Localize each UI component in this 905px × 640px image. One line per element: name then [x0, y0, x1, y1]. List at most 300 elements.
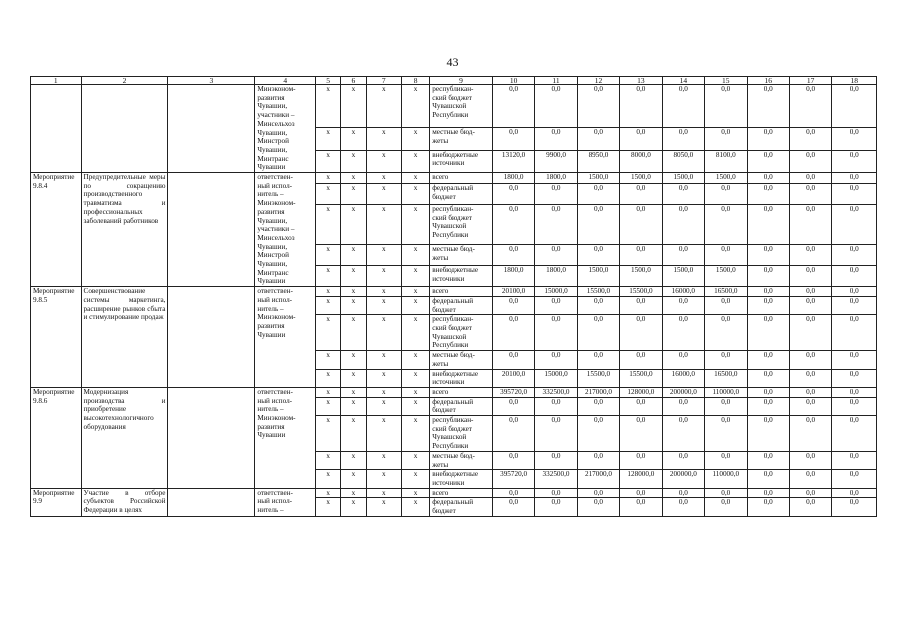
value-cell: 0,0	[492, 128, 534, 150]
value-cell: 1800,0	[535, 173, 577, 184]
header-cell: 12	[577, 77, 619, 85]
funding-source-cell: всего	[430, 387, 493, 397]
code-cell: х	[316, 173, 341, 184]
value-cell: 0,0	[832, 416, 877, 452]
code-cell: х	[366, 287, 401, 297]
code-cell: х	[366, 488, 401, 498]
value-cell: 0,0	[832, 266, 877, 287]
value-cell: 0,0	[747, 150, 789, 172]
value-cell: 0,0	[789, 266, 831, 287]
value-cell: 0,0	[535, 416, 577, 452]
code-cell: х	[316, 150, 341, 172]
empty-cell	[168, 287, 255, 388]
code-cell: х	[366, 204, 401, 245]
code-cell: х	[401, 451, 429, 469]
value-cell: 0,0	[620, 128, 662, 150]
value-cell: 110000,0	[705, 387, 747, 397]
value-cell: 13120,0	[492, 150, 534, 172]
value-cell: 0,0	[789, 150, 831, 172]
value-cell: 0,0	[705, 488, 747, 498]
value-cell: 0,0	[832, 173, 877, 184]
value-cell: 0,0	[747, 315, 789, 351]
code-cell: х	[341, 204, 366, 245]
value-cell: 0,0	[789, 245, 831, 266]
value-cell: 0,0	[832, 128, 877, 150]
code-cell: х	[316, 397, 341, 415]
value-cell: 0,0	[577, 498, 619, 516]
value-cell: 0,0	[832, 451, 877, 469]
value-cell: 0,0	[747, 498, 789, 516]
value-cell: 0,0	[747, 470, 789, 488]
value-cell: 0,0	[620, 245, 662, 266]
value-cell: 0,0	[662, 184, 704, 205]
value-cell: 0,0	[747, 416, 789, 452]
value-cell: 0,0	[789, 369, 831, 387]
responsible-cell	[255, 287, 316, 388]
code-cell: х	[316, 266, 341, 287]
value-cell: 200000,0	[662, 387, 704, 397]
header-cell: 13	[620, 77, 662, 85]
value-cell: 0,0	[705, 296, 747, 314]
value-cell: 0,0	[705, 184, 747, 205]
value-cell: 0,0	[662, 498, 704, 516]
event-title-cell	[81, 85, 168, 173]
value-cell: 1500,0	[620, 173, 662, 184]
value-cell: 0,0	[832, 351, 877, 369]
header-cell: 4	[255, 77, 316, 85]
responsible-text: Минэконом- развития Чувашии, участники – Минсельхоз Чувашии, Минстрой Чувашии, Минтранс Чувашии	[257, 85, 296, 172]
value-cell: 0,0	[535, 184, 577, 205]
value-cell: 0,0	[535, 204, 577, 245]
value-cell: 0,0	[832, 287, 877, 297]
responsible-text: ответствен- ный испол- нитель – Минэконом- развития Чувашии	[257, 387, 296, 440]
value-cell: 0,0	[789, 85, 831, 128]
table-row	[31, 287, 877, 297]
value-cell: 0,0	[832, 204, 877, 245]
event-title-cell: Совершенствование системы маркетинга, расширение рынков сбыта и стимулирование продаж	[81, 287, 168, 388]
funding-source-cell: внебюджетные источники	[430, 369, 493, 387]
value-cell: 15000,0	[535, 287, 577, 297]
value-cell: 128000,0	[620, 387, 662, 397]
value-cell: 8050,0	[662, 150, 704, 172]
value-cell: 0,0	[747, 245, 789, 266]
value-cell: 0,0	[747, 451, 789, 469]
code-cell: х	[401, 369, 429, 387]
value-cell: 0,0	[620, 184, 662, 205]
value-cell: 0,0	[577, 128, 619, 150]
value-cell: 16000,0	[662, 369, 704, 387]
value-cell: 0,0	[705, 204, 747, 245]
code-cell: х	[401, 397, 429, 415]
value-cell: 0,0	[662, 351, 704, 369]
code-cell: х	[341, 150, 366, 172]
value-cell: 0,0	[492, 488, 534, 498]
value-cell: 15500,0	[577, 287, 619, 297]
header-cell: 18	[832, 77, 877, 85]
code-cell: х	[366, 128, 401, 150]
value-cell: 0,0	[535, 315, 577, 351]
value-cell: 0,0	[535, 397, 577, 415]
header-cell: 16	[747, 77, 789, 85]
value-cell: 0,0	[620, 416, 662, 452]
value-cell: 0,0	[535, 498, 577, 516]
value-cell: 0,0	[535, 351, 577, 369]
responsible-cell	[255, 488, 316, 516]
value-cell: 0,0	[662, 488, 704, 498]
value-cell: 1500,0	[577, 173, 619, 184]
value-cell: 0,0	[789, 204, 831, 245]
code-cell: х	[341, 416, 366, 452]
code-cell: х	[366, 351, 401, 369]
code-cell: х	[316, 128, 341, 150]
value-cell: 0,0	[620, 315, 662, 351]
value-cell: 0,0	[662, 204, 704, 245]
value-cell: 8100,0	[705, 150, 747, 172]
funding-source-cell: федеральный бюджет	[430, 296, 493, 314]
value-cell: 0,0	[577, 184, 619, 205]
code-cell: х	[316, 85, 341, 128]
value-cell: 0,0	[662, 315, 704, 351]
value-cell: 0,0	[705, 351, 747, 369]
value-cell: 0,0	[747, 296, 789, 314]
code-cell: х	[366, 387, 401, 397]
code-cell: х	[316, 184, 341, 205]
code-cell: х	[341, 184, 366, 205]
value-cell: 1800,0	[492, 173, 534, 184]
value-cell: 0,0	[577, 296, 619, 314]
code-cell: х	[341, 369, 366, 387]
value-cell: 20100,0	[492, 369, 534, 387]
empty-cell	[168, 173, 255, 287]
value-cell: 0,0	[705, 451, 747, 469]
value-cell: 0,0	[789, 451, 831, 469]
value-cell: 110000,0	[705, 470, 747, 488]
funding-source-cell: внебюджетные источники	[430, 266, 493, 287]
value-cell: 1500,0	[705, 173, 747, 184]
code-cell: х	[366, 245, 401, 266]
code-cell: х	[401, 498, 429, 516]
responsible-cell	[255, 85, 316, 173]
value-cell: 0,0	[789, 498, 831, 516]
value-cell: 15500,0	[577, 369, 619, 387]
value-cell: 15000,0	[535, 369, 577, 387]
value-cell: 0,0	[662, 128, 704, 150]
value-cell: 0,0	[747, 287, 789, 297]
event-code-cell: Мероприятие 9.9	[31, 488, 82, 516]
value-cell: 0,0	[832, 296, 877, 314]
code-cell: х	[401, 488, 429, 498]
responsible-text: ответствен- ный испол- нитель – Минэконом- развития Чувашии, участники – Минсельхоз Чувашии, Минстрой Чувашии, Минтранс Чувашии	[257, 173, 296, 286]
value-cell: 0,0	[492, 351, 534, 369]
value-cell: 16000,0	[662, 287, 704, 297]
value-cell: 0,0	[492, 85, 534, 128]
value-cell: 0,0	[789, 173, 831, 184]
value-cell: 0,0	[577, 397, 619, 415]
code-cell: х	[366, 184, 401, 205]
value-cell: 15500,0	[620, 287, 662, 297]
value-cell: 217000,0	[577, 470, 619, 488]
code-cell: х	[341, 266, 366, 287]
code-cell: х	[366, 369, 401, 387]
value-cell: 0,0	[662, 397, 704, 415]
value-cell: 0,0	[577, 351, 619, 369]
code-cell: х	[401, 416, 429, 452]
code-cell: х	[366, 173, 401, 184]
empty-cell	[168, 488, 255, 516]
code-cell: х	[366, 451, 401, 469]
value-cell: 0,0	[747, 85, 789, 128]
value-cell: 0,0	[620, 451, 662, 469]
header-cell: 2	[81, 77, 168, 85]
responsible-cell	[255, 173, 316, 287]
table-row	[31, 173, 877, 184]
header-cell: 9	[430, 77, 493, 85]
value-cell: 0,0	[747, 387, 789, 397]
funding-source-cell: республикан- ский бюджет Чувашской Республики	[430, 85, 493, 128]
value-cell: 332500,0	[535, 387, 577, 397]
code-cell: х	[341, 296, 366, 314]
header-cell: 10	[492, 77, 534, 85]
value-cell: 16500,0	[705, 287, 747, 297]
value-cell: 0,0	[620, 85, 662, 128]
code-cell: х	[341, 315, 366, 351]
value-cell: 0,0	[747, 128, 789, 150]
value-cell: 0,0	[789, 488, 831, 498]
value-cell: 0,0	[620, 498, 662, 516]
value-cell: 1800,0	[492, 266, 534, 287]
value-cell: 0,0	[705, 85, 747, 128]
value-cell: 16500,0	[705, 369, 747, 387]
code-cell: х	[316, 470, 341, 488]
value-cell: 1800,0	[535, 266, 577, 287]
header-cell: 8	[401, 77, 429, 85]
code-cell: х	[366, 296, 401, 314]
code-cell: х	[316, 387, 341, 397]
code-cell: х	[341, 351, 366, 369]
value-cell: 0,0	[492, 315, 534, 351]
funding-source-cell: федеральный бюджет	[430, 184, 493, 205]
value-cell: 0,0	[747, 266, 789, 287]
value-cell: 128000,0	[620, 470, 662, 488]
value-cell: 0,0	[789, 287, 831, 297]
code-cell: х	[341, 85, 366, 128]
code-cell: х	[316, 315, 341, 351]
value-cell: 395720,0	[492, 470, 534, 488]
value-cell: 0,0	[789, 387, 831, 397]
funding-source-cell: всего	[430, 287, 493, 297]
value-cell: 0,0	[705, 128, 747, 150]
code-cell: х	[401, 470, 429, 488]
code-cell: х	[341, 488, 366, 498]
value-cell: 8950,0	[577, 150, 619, 172]
event-code-cell: Мероприятие 9.8.5	[31, 287, 82, 388]
header-cell: 1	[31, 77, 82, 85]
value-cell: 0,0	[705, 315, 747, 351]
code-cell: х	[366, 315, 401, 351]
code-cell: х	[366, 150, 401, 172]
code-cell: х	[401, 184, 429, 205]
responsible-text: ответствен- ный испол- нитель – Минэконом- развития Чувашии	[257, 287, 296, 339]
event-title-cell: Модернизация производства и приобретение высокотехнологичного оборудования	[81, 387, 168, 488]
value-cell: 0,0	[832, 150, 877, 172]
funding-source-cell: внебюджетные источники	[430, 150, 493, 172]
value-cell: 0,0	[789, 470, 831, 488]
code-cell: х	[316, 369, 341, 387]
page-number: 43	[446, 55, 459, 69]
value-cell: 0,0	[662, 245, 704, 266]
code-cell: х	[316, 287, 341, 297]
table-row	[31, 85, 877, 128]
code-cell: х	[316, 451, 341, 469]
code-cell: х	[341, 498, 366, 516]
code-cell: х	[366, 416, 401, 452]
value-cell: 0,0	[577, 245, 619, 266]
value-cell: 0,0	[577, 451, 619, 469]
table-row	[31, 488, 877, 498]
code-cell: х	[401, 351, 429, 369]
value-cell: 1500,0	[620, 266, 662, 287]
value-cell: 0,0	[705, 498, 747, 516]
funding-source-cell: местные бюд- жеты	[430, 451, 493, 469]
funding-source-cell: местные бюд- жеты	[430, 245, 493, 266]
funding-source-cell: местные бюд- жеты	[430, 351, 493, 369]
value-cell: 0,0	[492, 296, 534, 314]
value-cell: 0,0	[620, 296, 662, 314]
value-cell: 1500,0	[662, 266, 704, 287]
funding-source-cell: внебюджетные источники	[430, 470, 493, 488]
value-cell: 0,0	[492, 416, 534, 452]
value-cell: 1500,0	[577, 266, 619, 287]
value-cell: 0,0	[577, 315, 619, 351]
value-cell: 15500,0	[620, 369, 662, 387]
value-cell: 0,0	[577, 488, 619, 498]
funding-source-cell: федеральный бюджет	[430, 397, 493, 415]
value-cell: 0,0	[662, 296, 704, 314]
value-cell: 1500,0	[705, 266, 747, 287]
code-cell: х	[401, 245, 429, 266]
code-cell: х	[341, 287, 366, 297]
code-cell: х	[341, 387, 366, 397]
empty-cell	[168, 387, 255, 488]
header-cell: 5	[316, 77, 341, 85]
code-cell: х	[366, 266, 401, 287]
code-cell: х	[316, 296, 341, 314]
value-cell: 0,0	[747, 173, 789, 184]
funding-source-cell: республикан- ский бюджет Чувашской Республики	[430, 204, 493, 245]
funding-source-cell: местные бюд- жеты	[430, 128, 493, 150]
event-code-cell: Мероприятие 9.8.4	[31, 173, 82, 287]
value-cell: 0,0	[789, 296, 831, 314]
event-title-cell: Участие в отборе субъектов Российской Федерации в целях	[81, 488, 168, 516]
code-cell: х	[316, 416, 341, 452]
header-row	[31, 77, 877, 85]
value-cell: 0,0	[747, 488, 789, 498]
value-cell: 0,0	[492, 397, 534, 415]
value-cell: 395720,0	[492, 387, 534, 397]
header-cell: 3	[168, 77, 255, 85]
value-cell: 0,0	[577, 85, 619, 128]
code-cell: х	[401, 315, 429, 351]
code-cell: х	[341, 451, 366, 469]
code-cell: х	[401, 387, 429, 397]
code-cell: х	[401, 173, 429, 184]
value-cell: 0,0	[705, 245, 747, 266]
table-row	[31, 387, 877, 397]
code-cell: х	[316, 245, 341, 266]
value-cell: 0,0	[662, 451, 704, 469]
header-cell: 15	[705, 77, 747, 85]
value-cell: 0,0	[577, 204, 619, 245]
code-cell: х	[316, 488, 341, 498]
value-cell: 0,0	[535, 296, 577, 314]
value-cell: 0,0	[789, 351, 831, 369]
value-cell: 0,0	[620, 351, 662, 369]
code-cell: х	[366, 498, 401, 516]
value-cell: 0,0	[832, 369, 877, 387]
value-cell: 0,0	[705, 397, 747, 415]
code-cell: х	[401, 128, 429, 150]
value-cell: 0,0	[662, 416, 704, 452]
responsible-text: ответствен- ный испол- нитель –	[257, 488, 293, 515]
value-cell: 0,0	[789, 416, 831, 452]
funding-source-cell: всего	[430, 488, 493, 498]
value-cell: 8000,0	[620, 150, 662, 172]
code-cell: х	[341, 397, 366, 415]
empty-cell	[168, 85, 255, 173]
code-cell: х	[401, 150, 429, 172]
value-cell: 0,0	[662, 85, 704, 128]
program-table	[30, 76, 877, 517]
value-cell: 0,0	[535, 245, 577, 266]
code-cell: х	[316, 498, 341, 516]
value-cell: 0,0	[620, 488, 662, 498]
value-cell: 0,0	[620, 204, 662, 245]
value-cell: 217000,0	[577, 387, 619, 397]
value-cell: 0,0	[492, 184, 534, 205]
code-cell: х	[366, 470, 401, 488]
header-cell: 7	[366, 77, 401, 85]
funding-source-cell: республикан- ский бюджет Чувашской Республики	[430, 416, 493, 452]
value-cell: 0,0	[747, 184, 789, 205]
value-cell: 0,0	[620, 397, 662, 415]
value-cell: 0,0	[832, 387, 877, 397]
value-cell: 0,0	[492, 498, 534, 516]
code-cell: х	[341, 245, 366, 266]
code-cell: х	[401, 287, 429, 297]
value-cell: 0,0	[789, 184, 831, 205]
value-cell: 0,0	[832, 184, 877, 205]
funding-source-cell: республикан- ский бюджет Чувашской Республики	[430, 315, 493, 351]
value-cell: 0,0	[492, 451, 534, 469]
value-cell: 200000,0	[662, 470, 704, 488]
value-cell: 0,0	[577, 416, 619, 452]
code-cell: х	[316, 204, 341, 245]
value-cell: 9900,0	[535, 150, 577, 172]
code-cell: х	[366, 397, 401, 415]
funding-source-cell: всего	[430, 173, 493, 184]
value-cell: 0,0	[832, 397, 877, 415]
value-cell: 0,0	[747, 204, 789, 245]
header-cell: 14	[662, 77, 704, 85]
value-cell: 0,0	[747, 369, 789, 387]
value-cell: 0,0	[492, 245, 534, 266]
value-cell: 0,0	[535, 488, 577, 498]
header-cell: 11	[535, 77, 577, 85]
value-cell: 0,0	[535, 128, 577, 150]
value-cell: 0,0	[789, 397, 831, 415]
value-cell: 0,0	[747, 351, 789, 369]
code-cell: х	[341, 470, 366, 488]
